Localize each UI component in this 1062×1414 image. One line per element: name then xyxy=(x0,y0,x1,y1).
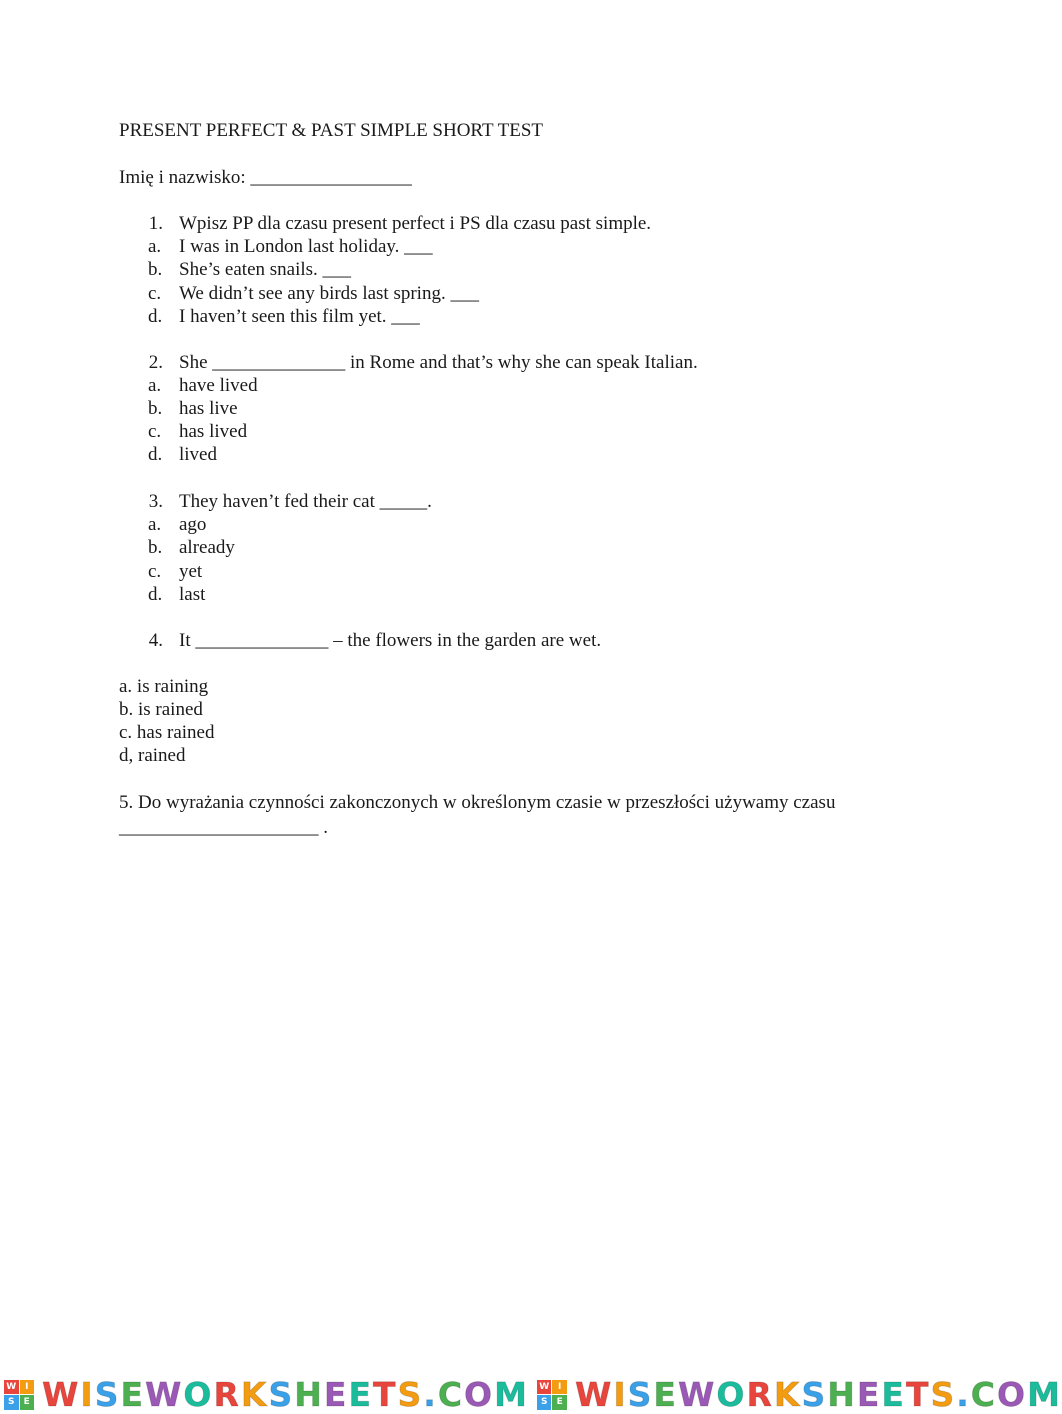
logo-letter: W xyxy=(4,1380,19,1395)
watermark-letter: . xyxy=(423,1374,438,1414)
watermark-letter: O xyxy=(183,1374,214,1414)
watermark-letter: S xyxy=(627,1374,654,1414)
question-number: 1. xyxy=(148,213,163,234)
option-letter: b. xyxy=(148,398,163,419)
option-letter: a. xyxy=(148,514,162,535)
watermark-letter: H xyxy=(294,1374,324,1414)
watermark-letter: E xyxy=(120,1374,146,1414)
watermark-letter: R xyxy=(213,1374,241,1414)
option-letter: d. xyxy=(148,444,163,465)
watermark-letter: T xyxy=(905,1374,931,1414)
watermark-letter: H xyxy=(827,1374,857,1414)
option-text: last xyxy=(179,584,206,605)
option-letter: b. xyxy=(148,537,163,558)
watermark-letter: W xyxy=(145,1374,184,1414)
watermark-text xyxy=(574,1374,1062,1414)
option-letter: d. xyxy=(148,584,163,605)
wiseworksheets-logo-icon xyxy=(4,1380,34,1410)
watermark-letter: K xyxy=(240,1374,269,1414)
question-5-text: 5. Do wyrażania czynności zakonczonych w określonym czasie w przeszłości używamy czasu xyxy=(119,792,836,813)
watermark-letter: T xyxy=(372,1374,398,1414)
watermark-letter: E xyxy=(856,1374,882,1414)
option-4b[interactable]: b. is rained xyxy=(119,699,203,720)
page-title: PRESENT PERFECT & PAST SIMPLE SHORT TEST xyxy=(119,120,544,141)
option-text: I was in London last holiday. ___ xyxy=(179,236,433,257)
option-text: lived xyxy=(179,444,217,465)
watermark-letter: O xyxy=(464,1374,495,1414)
option-text: has lived xyxy=(179,421,248,442)
logo-letter: S xyxy=(537,1395,552,1410)
watermark-letter: K xyxy=(773,1374,802,1414)
watermark-letter: E xyxy=(881,1374,906,1414)
option-text: have lived xyxy=(179,375,258,396)
watermark-letter: S xyxy=(801,1374,828,1414)
watermark-letter: W xyxy=(677,1374,717,1414)
question-text: She ______________ in Rome and that’s why she can speak Italian. xyxy=(179,352,698,373)
watermark-letter: M xyxy=(494,1374,529,1414)
logo-letter: I xyxy=(20,1380,35,1395)
option-text: I haven’t seen this film yet. ___ xyxy=(179,306,420,327)
option-letter: b. xyxy=(148,259,163,280)
watermark-letter: S xyxy=(94,1374,121,1414)
question-5-answer-blank[interactable]: _____________________ . xyxy=(119,817,328,838)
option-text: has live xyxy=(179,398,238,419)
option-letter: d. xyxy=(148,306,163,327)
option-text: ago xyxy=(179,514,207,535)
question-text: Wpisz PP dla czasu present perfect i PS dla czasu past simple. xyxy=(179,213,652,234)
watermark-letter: M xyxy=(1027,1374,1062,1414)
wiseworksheets-logo-icon xyxy=(537,1380,567,1410)
option-letter: c. xyxy=(148,283,162,304)
watermark-letter: S xyxy=(930,1374,957,1414)
watermark-letter: I xyxy=(613,1374,628,1414)
watermark-letter: I xyxy=(80,1374,95,1414)
watermark-letter: R xyxy=(746,1374,774,1414)
name-field[interactable]: Imię i nazwisko: _________________ xyxy=(119,167,412,188)
option-text: We didn’t see any birds last spring. ___ xyxy=(179,283,479,304)
watermark-letter: O xyxy=(716,1374,747,1414)
watermark-letter: O xyxy=(997,1374,1028,1414)
question-number: 2. xyxy=(148,352,163,373)
logo-letter: E xyxy=(20,1395,35,1410)
logo-letter: S xyxy=(4,1395,19,1410)
option-text: already xyxy=(179,537,235,558)
watermark-letter: W xyxy=(42,1374,81,1414)
watermark-letter: E xyxy=(323,1374,349,1414)
watermark-letter: E xyxy=(653,1374,678,1414)
watermark-text xyxy=(42,1374,529,1414)
logo-letter: E xyxy=(552,1395,567,1410)
question-number: 3. xyxy=(148,491,163,512)
logo-letter: W xyxy=(537,1380,552,1395)
question-text: They haven’t fed their cat _____. xyxy=(179,491,432,512)
option-4d[interactable]: d, rained xyxy=(119,745,186,766)
option-4a[interactable]: a. is raining xyxy=(119,676,209,697)
option-text: She’s eaten snails. ___ xyxy=(179,259,352,280)
watermark-letter: C xyxy=(970,1374,997,1414)
question-text: It ______________ – the flowers in the garden are wet. xyxy=(179,630,602,651)
option-letter: a. xyxy=(148,236,162,257)
option-text: yet xyxy=(179,561,203,582)
watermark-letter: E xyxy=(348,1374,373,1414)
question-number: 4. xyxy=(148,630,163,651)
watermark-letter: . xyxy=(956,1374,971,1414)
option-4c[interactable]: c. has rained xyxy=(119,722,215,743)
watermark-letter: S xyxy=(397,1374,424,1414)
option-letter: a. xyxy=(148,375,162,396)
option-letter: c. xyxy=(148,561,162,582)
watermark-letter: W xyxy=(574,1374,614,1414)
logo-letter: I xyxy=(552,1380,567,1395)
watermark-letter: S xyxy=(268,1374,295,1414)
footer-watermark xyxy=(0,1374,1062,1414)
option-letter: c. xyxy=(148,421,162,442)
watermark-letter: C xyxy=(437,1374,465,1414)
